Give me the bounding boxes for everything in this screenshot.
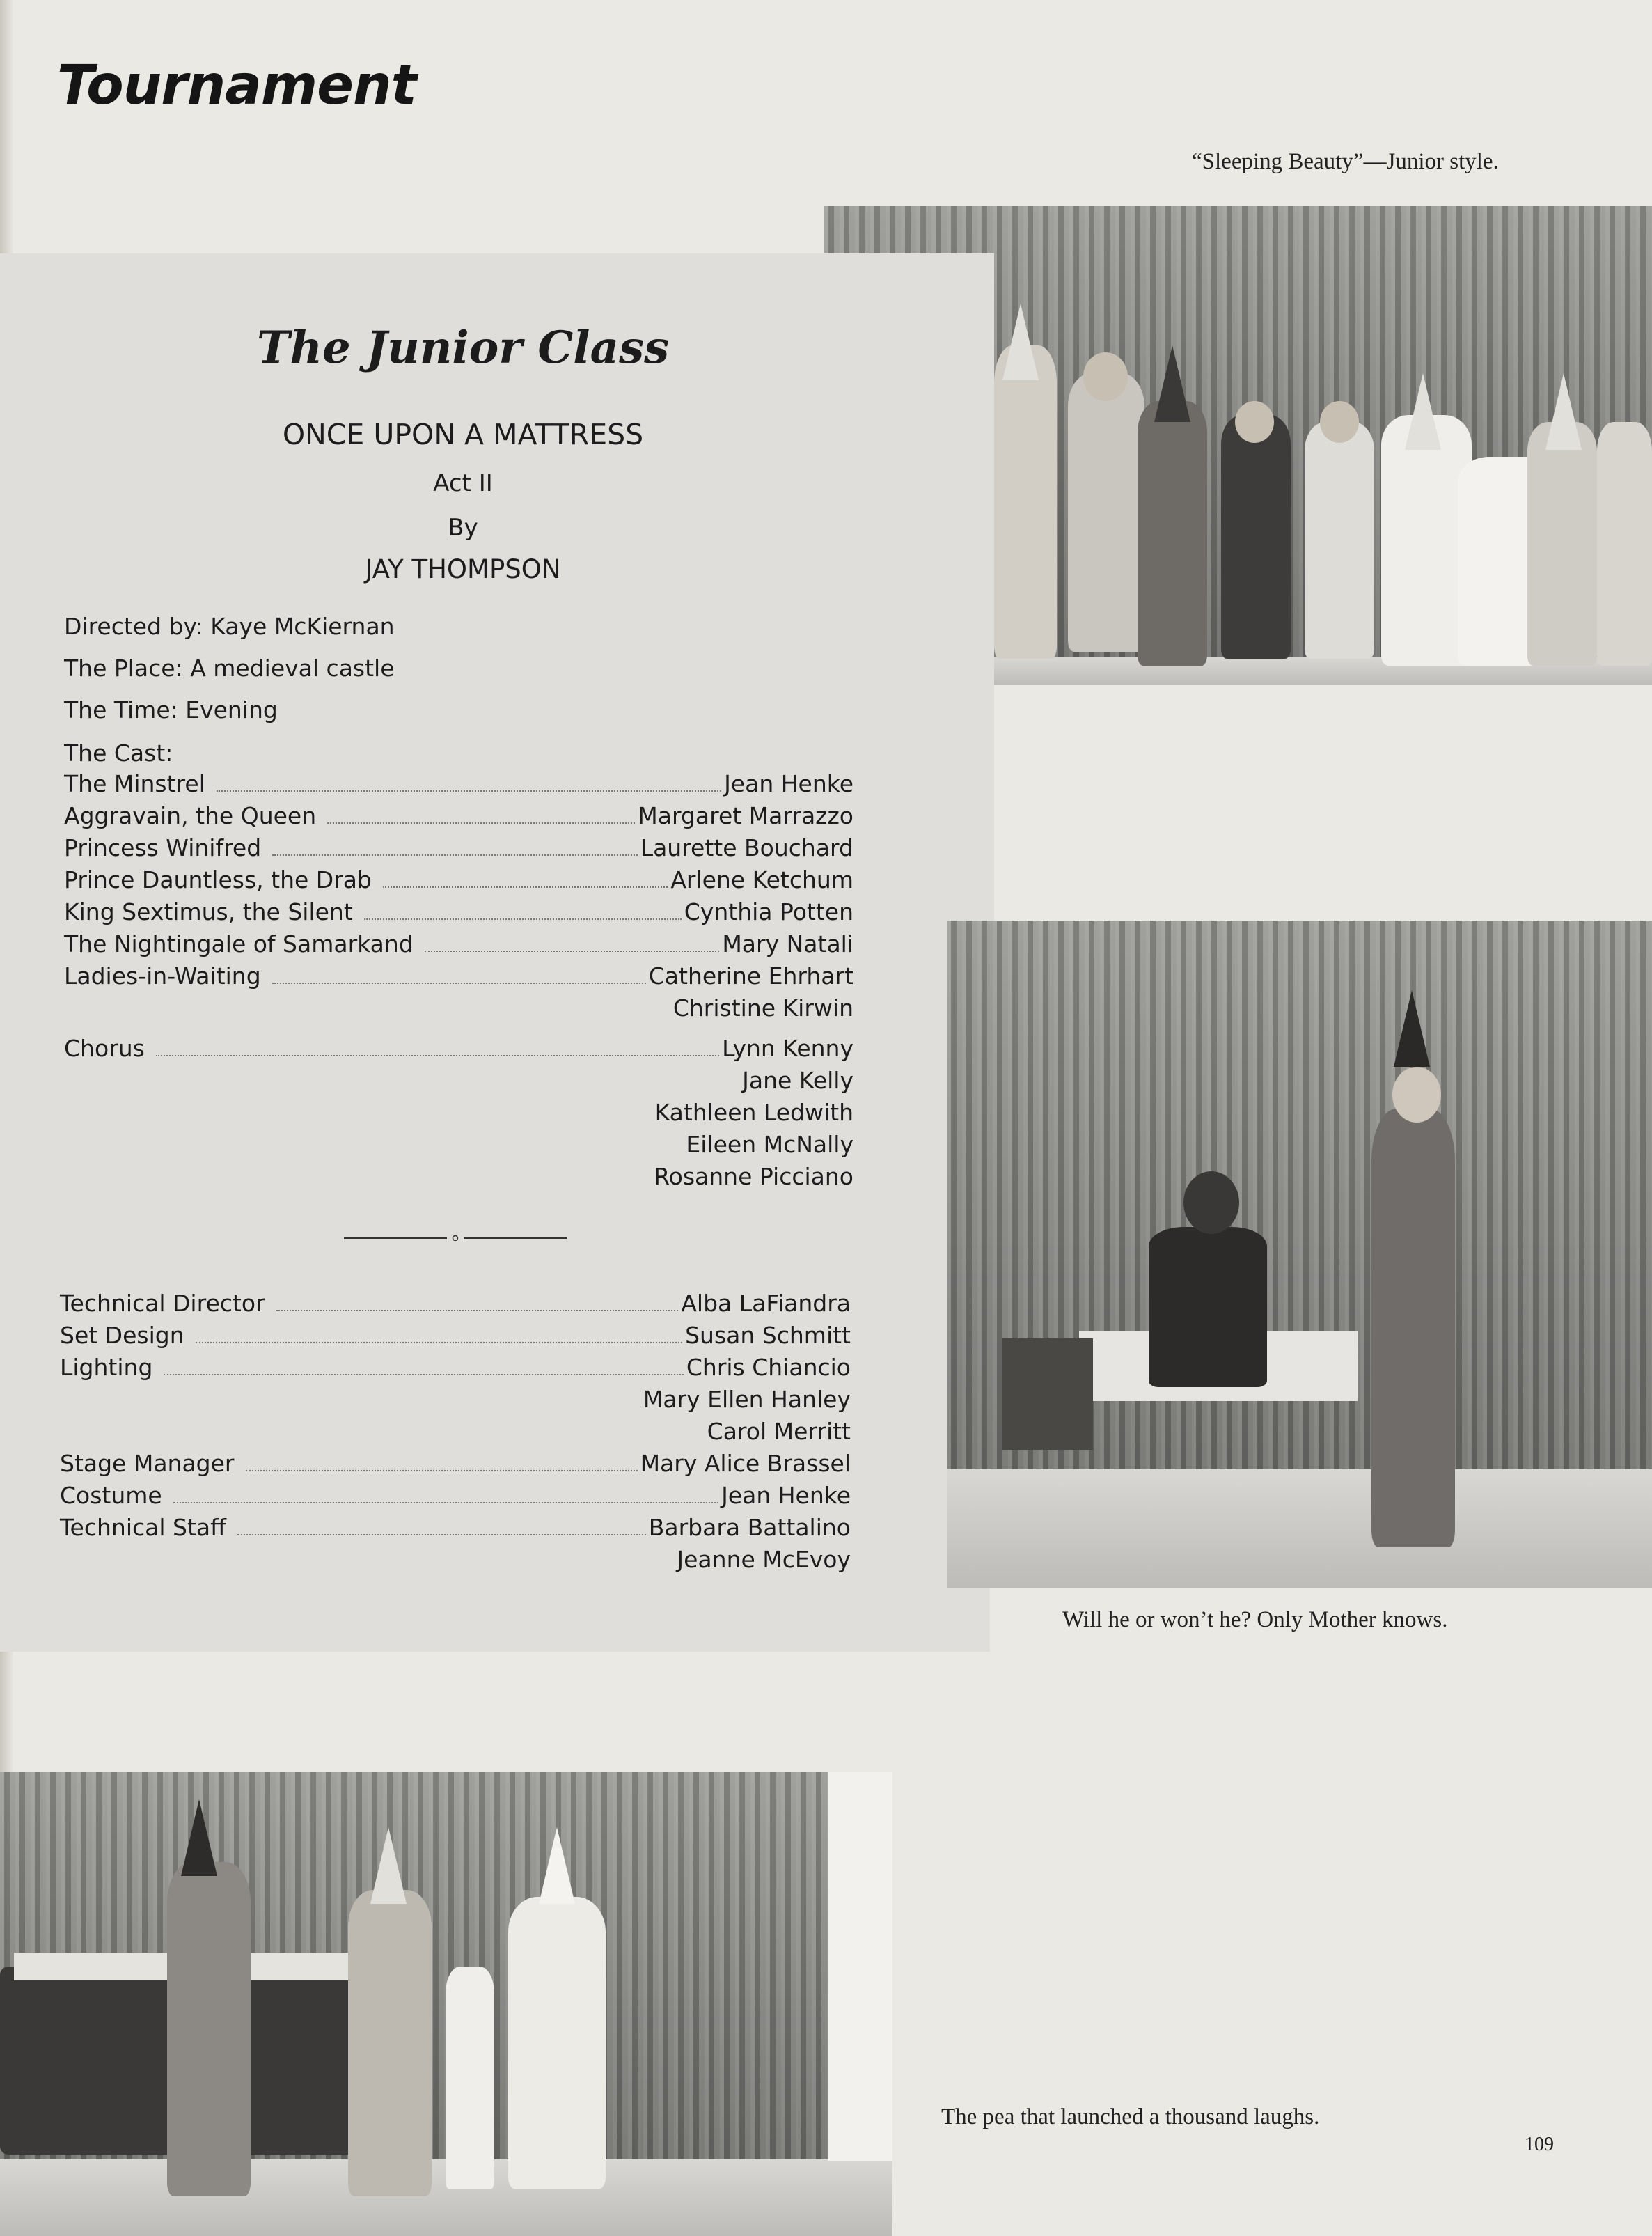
cast-name: Catherine Ehrhart [648,962,853,990]
section-title: Tournament [57,54,416,117]
crew-role: Set Design [60,1322,184,1349]
cast-row [64,1035,853,1067]
cast-name: Jane Kelly [742,1067,853,1094]
photo-caption-mother: Will he or won’t he? Only Mother knows. [1062,1607,1448,1632]
place-line: The Place: A medieval castle [64,655,395,682]
show-title: ONCE UPON A MATTRESS [282,418,644,451]
cast-role: Prince Dauntless, the Drab [64,866,372,893]
crew-name: Alba LaFiandra [681,1290,851,1317]
cast-role: King Sextimus, the Silent [64,898,353,925]
crew-row [60,1354,851,1386]
photo-caption-pea: The pea that launched a thousand laughs. [941,2104,1320,2129]
cast-name: Eileen McNally [686,1131,853,1158]
crew-name: Chris Chiancio [686,1354,851,1381]
crew-role: Technical Director [60,1290,265,1317]
crew-name: Carol Merritt [707,1418,851,1445]
cast-name: Mary Natali [722,930,853,957]
crew-row [60,1482,851,1514]
crew-row [60,1322,851,1354]
cast-row [64,898,853,930]
time-line: The Time: Evening [64,696,278,724]
crew-name: Jean Henke [721,1482,851,1509]
cast-role: Ladies-in-Waiting [64,962,261,990]
page-number: 109 [1525,2134,1554,2155]
cast-name: Christine Kirwin [672,994,853,1022]
crew-role: Lighting [60,1354,153,1381]
by-line: By [448,514,478,542]
cast-row [64,770,853,802]
cast-role: The Nightingale of Samarkand [64,930,414,957]
act-line: Act II [433,469,493,497]
cast-name: Laurette Bouchard [640,834,853,861]
cast-name: Rosanne Picciano [654,1163,853,1190]
crew-role: Costume [60,1482,162,1509]
cast-name: Kathleen Ledwith [654,1099,853,1126]
cast-role: Aggravain, the Queen [64,802,317,829]
cast-name: Lynn Kenny [722,1035,853,1062]
crew-name: Jeanne McEvoy [677,1546,851,1573]
stage-bed-photo [0,1772,892,2236]
crew-name: Susan Schmitt [685,1322,851,1349]
cast-list [64,770,853,1195]
directed-by: Directed by: Kaye McKiernan [64,613,395,640]
cast-name: Arlene Ketchum [670,866,853,893]
author-line: JAY THOMPSON [365,554,561,584]
cast-name: Cynthia Potten [684,898,853,925]
stage-bench-photo [947,921,1652,1588]
photo-caption-sleeping-beauty: “Sleeping Beauty”—Junior style. [1192,149,1499,174]
crew-role: Technical Staff [60,1514,226,1541]
ornamental-divider [344,1235,567,1241]
cast-row [64,930,853,962]
cast-role: Chorus [64,1035,145,1062]
cast-name: Jean Henke [724,770,853,797]
crew-row [60,1514,851,1546]
crew-name: Barbara Battalino [648,1514,851,1541]
cast-name: Margaret Marrazzo [638,802,853,829]
crew-list [60,1290,851,1578]
cast-row [64,802,853,834]
cast-heading: The Cast: [64,740,173,767]
cast-row [64,866,853,898]
cast-row [64,962,853,994]
crew-role: Stage Manager [60,1450,235,1477]
crew-row [60,1290,851,1322]
crew-name: Mary Ellen Hanley [643,1386,851,1413]
crew-name: Mary Alice Brassel [640,1450,851,1477]
cast-row [64,834,853,866]
cast-role: Princess Winifred [64,834,262,861]
cast-role: The Minstrel [64,770,205,797]
crew-row [60,1450,851,1482]
program-heading: The Junior Class [256,322,670,374]
